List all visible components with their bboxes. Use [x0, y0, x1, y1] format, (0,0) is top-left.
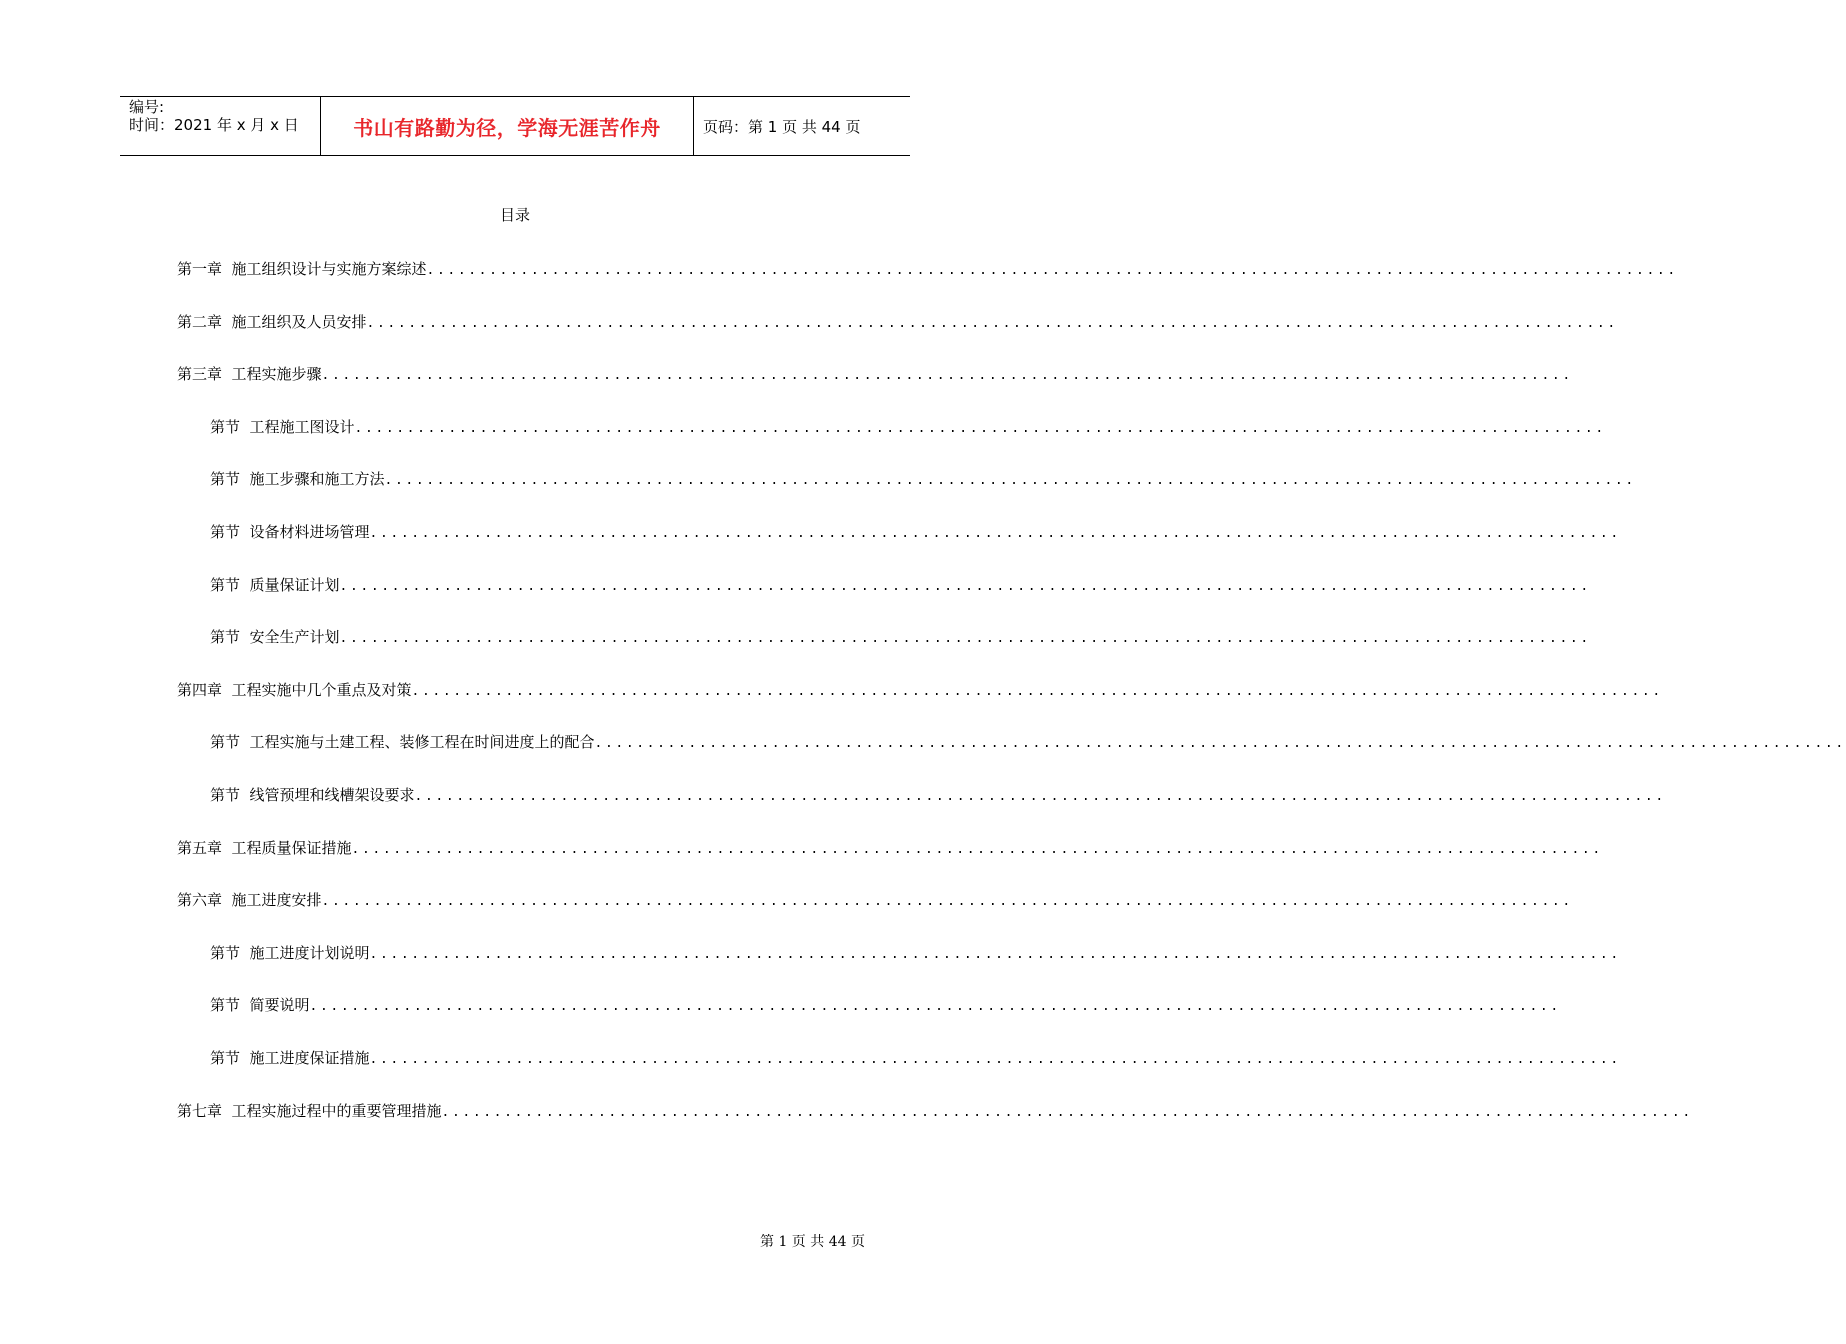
toc-section-entry: [210, 416, 1606, 438]
toc-chapter-entry: [177, 837, 1603, 859]
toc-dot-leader: ........................................................................................................................: [339, 631, 1591, 647]
toc-dot-leader: ........................................................................................................................: [354, 420, 1606, 436]
toc-section-entry: [210, 784, 1666, 806]
toc-dot-leader: ........................................................................................................................: [441, 1104, 1693, 1120]
toc-entry-label: 第七章 工程实施过程中的重要管理措施: [177, 1101, 442, 1120]
toc-entry-label: 第节 简要说明: [210, 996, 310, 1015]
toc-dot-leader: ........................................................................................................................: [369, 946, 1621, 962]
toc-dot-leader: ........................................................................................................................: [351, 841, 1603, 857]
toc-dot-leader: ........................................................................................................................: [594, 736, 1846, 752]
toc-dot-leader: ........................................................................................................................: [339, 578, 1591, 594]
toc-entry-label: 第节 工程实施与土建工程、装修工程在时间进度上的配合: [210, 733, 595, 752]
toc-dot-leader: ........................................................................................................................: [369, 526, 1621, 541]
toc-section-entry: [210, 626, 1591, 648]
toc-entry-label: 第二章 施工组织及人员安排: [177, 312, 367, 331]
header-page-number: 页码：第 1 页 共 44 页: [703, 117, 861, 136]
toc-section-entry: [210, 942, 1621, 964]
toc-dot-leader: ........................................................................................................................: [369, 1052, 1621, 1067]
header-page-cell: [694, 97, 910, 155]
toc-entry-label: 第五章 工程质量保证措施: [177, 838, 352, 857]
toc-section-entry: [210, 468, 1636, 490]
toc-dot-leader: ........................................................................................................................: [366, 315, 1618, 331]
document-code-label: 编号:: [129, 98, 165, 116]
toc-entry-label: 第节 安全生产计划: [210, 628, 340, 647]
toc-chapter-entry: [177, 311, 1618, 333]
toc-chapter-entry: [177, 889, 1573, 911]
header-motto-cell: [321, 97, 694, 155]
toc-entry-label: 第节 工程施工图设计: [210, 417, 355, 436]
toc-section-entry: [210, 521, 1621, 543]
toc-entry-label: 第节 质量保证计划: [210, 575, 340, 594]
toc-chapter-entry: [177, 679, 1663, 701]
toc-dot-leader: ........................................................................................................................: [414, 789, 1666, 804]
toc-dot-leader: ........................................................................................................................: [309, 999, 1561, 1015]
toc-section-entry: [210, 994, 1561, 1016]
page-footer: 第 1 页 共 44 页: [760, 1234, 865, 1250]
toc-dot-leader: ........................................................................................................................: [426, 263, 1678, 278]
toc-chapter-entry: [177, 258, 1678, 280]
toc-chapter-entry: [177, 363, 1573, 385]
toc-chapter-entry: [177, 1100, 1693, 1122]
toc-entry-label: 第节 施工进度保证措施: [210, 1049, 370, 1067]
document-time-label: 时间：2021 年 x 月 x 日: [129, 116, 299, 134]
toc-section-entry: [210, 1047, 1621, 1069]
toc-entry-label: 第四章 工程实施中几个重点及对策: [177, 680, 412, 699]
toc-entry-label: 第节 施工进度计划说明: [210, 943, 370, 962]
document-title: 目录: [499, 206, 530, 224]
toc-entry-label: 第一章 施工组织设计与实施方案综述: [177, 260, 427, 278]
page-header: [120, 96, 910, 156]
toc-dot-leader: ........................................................................................................................: [384, 473, 1636, 489]
toc-entry-label: 第三章 工程实施步骤: [177, 365, 322, 384]
toc-entry-label: 第节 设备材料进场管理: [210, 523, 370, 541]
toc-dot-leader: ........................................................................................................................: [321, 894, 1573, 910]
toc-section-entry: [210, 574, 1591, 596]
toc-entry-label: 第六章 施工进度安排: [177, 891, 322, 910]
header-meta-cell: [120, 97, 321, 155]
toc-section-entry: [210, 731, 1846, 753]
toc-dot-leader: ........................................................................................................................: [321, 368, 1573, 384]
toc-dot-leader: ........................................................................................................................: [411, 683, 1663, 699]
toc-entry-label: 第节 施工步骤和施工方法: [210, 470, 385, 489]
toc-entry-label: 第节 线管预埋和线槽架设要求: [210, 786, 415, 804]
header-motto: 书山有路勤为径，学海无涯苦作舟: [353, 115, 661, 140]
